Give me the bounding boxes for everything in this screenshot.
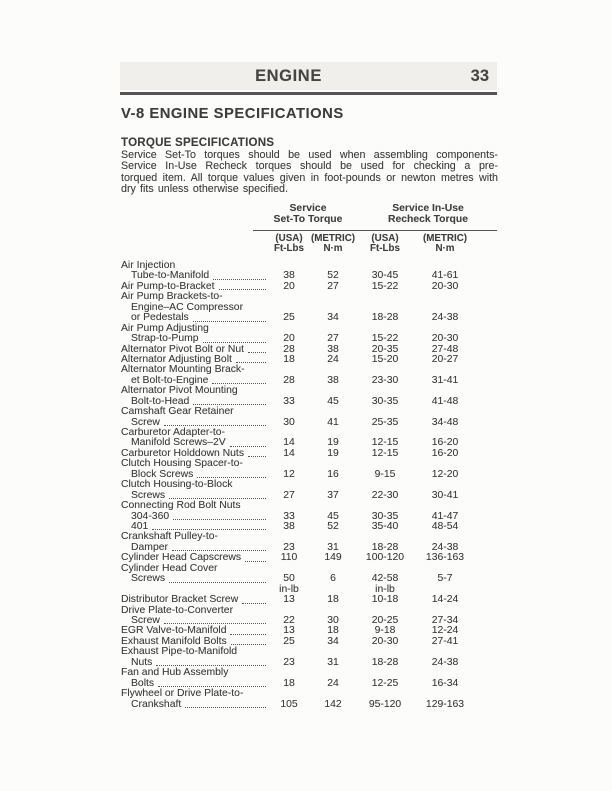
table-row — [121, 428, 498, 449]
torque-value: 30-35 — [371, 510, 399, 522]
torque-value: 45 — [327, 510, 339, 522]
page-number: 33 — [470, 67, 489, 85]
torque-value: 95-120 — [368, 698, 402, 710]
dotted-leader — [164, 425, 266, 426]
group-header-line: Service — [289, 203, 327, 214]
row-label: Exhaust Pipe-to-Manifold — [121, 646, 238, 658]
torque-value: 20 — [283, 280, 295, 292]
torque-value: 38 — [283, 521, 295, 533]
row-label: et Bolt-to-Engine — [131, 374, 209, 386]
table-row — [121, 689, 498, 710]
torque-value: 5-7 — [437, 573, 453, 585]
table-row — [121, 261, 498, 282]
torque-value: 52 — [327, 521, 339, 533]
row-label: Cylinder Head Cover — [121, 562, 218, 574]
group-header-recheck-torque — [359, 204, 497, 231]
torque-value: 30-45 — [371, 270, 399, 282]
row-label-cell — [121, 261, 269, 282]
row-label: Block Screws — [131, 468, 194, 480]
row-label: Nuts — [131, 656, 153, 668]
torque-value: 35-40 — [371, 521, 399, 533]
row-label: Cylinder Head Capscrews — [121, 552, 242, 564]
row-label: Clutch Housing-to-Block — [121, 479, 233, 491]
torque-value: 41-61 — [431, 270, 459, 282]
row-label: Fan and Hub Assembly — [121, 667, 229, 679]
group-header-set-to-torque — [253, 204, 363, 231]
torque-value: 15-22 — [371, 333, 399, 345]
dotted-leader — [242, 603, 266, 604]
torque-value: 12-15 — [371, 437, 399, 449]
intro-line: Service Set-To torques should be used when assembling components- — [121, 149, 498, 161]
row-label-cell — [121, 689, 269, 710]
torque-value: 42-58 — [371, 573, 399, 585]
row-label: Manifold Screws–2V — [131, 437, 226, 449]
table-row — [121, 564, 498, 585]
row-label: 304-360 — [131, 510, 170, 522]
row-label: Carburetor Holddown Nuts — [121, 447, 245, 459]
dotted-leader — [230, 634, 266, 635]
torque-value: 27-34 — [431, 615, 459, 626]
row-label: Drive Plate-to-Converter — [121, 604, 234, 616]
table-row — [121, 292, 498, 323]
torque-value: 14 — [283, 447, 295, 459]
torque-value: 15-20 — [371, 353, 399, 365]
torque-value: 15-22 — [371, 280, 399, 292]
torque-value: 38 — [327, 374, 339, 386]
torque-value: 110 — [280, 552, 298, 564]
row-label: Bolts — [131, 677, 155, 689]
torque-value: 24-38 — [431, 541, 459, 553]
torque-value: 24-38 — [431, 656, 459, 668]
torque-value: 20 — [283, 333, 295, 345]
torque-value: 105 — [280, 698, 298, 710]
torque-value: 20-35 — [371, 343, 399, 355]
column-header-set-usa: (USA) Ft-Lbs — [274, 232, 304, 255]
table-row — [121, 501, 498, 511]
torque-value: 18-28 — [371, 312, 399, 324]
torque-value: 31 — [327, 656, 339, 668]
torque-value: 18 — [283, 353, 295, 365]
row-label-cell — [121, 365, 269, 386]
torque-value: 136-163 — [425, 552, 465, 564]
row-label: Damper — [131, 541, 168, 553]
row-label-cell — [121, 407, 269, 428]
torque-value: 27 — [327, 333, 339, 345]
table-row — [121, 365, 498, 386]
torque-value: 9-15 — [374, 468, 396, 480]
row-label: Screws — [131, 489, 166, 501]
dotted-leader — [169, 582, 266, 583]
dotted-leader — [185, 707, 266, 708]
torque-value: 18 — [327, 594, 339, 606]
intro-line: torqued item. All torque values given in foot-pounds or newton metres with — [121, 171, 498, 184]
group-header-line: Recheck Torque — [387, 213, 469, 225]
torque-value: 14-24 — [431, 594, 459, 606]
table-row — [121, 480, 498, 501]
torque-value: 33 — [283, 395, 295, 407]
row-label: Flywheel or Drive Plate-to- — [121, 688, 244, 700]
column-header-recheck-metric: (METRIC) N·m — [422, 232, 468, 255]
row-label: Strap-to-Pump — [131, 333, 199, 345]
header-spacer — [121, 204, 269, 231]
torque-value: 38 — [283, 270, 295, 282]
row-label-cell — [121, 647, 269, 668]
torque-value: 37 — [327, 489, 339, 501]
torque-value: 18 — [283, 677, 295, 689]
section-title: V-8 ENGINE SPECIFICATIONS — [121, 106, 344, 122]
row-label: Alternator Mounting Brack- — [121, 364, 245, 376]
row-label: or Pedestals — [131, 312, 189, 324]
torque-value: 142 — [324, 698, 342, 710]
torque-value: 27-41 — [431, 635, 459, 647]
dotted-leader — [173, 519, 266, 520]
torque-value: 48-54 — [431, 521, 459, 533]
torque-value: 16-34 — [431, 677, 459, 689]
torque-value: 27-48 — [431, 343, 459, 355]
dotted-leader — [158, 686, 266, 687]
torque-value: 30 — [283, 416, 295, 428]
torque-value: 24 — [327, 677, 339, 689]
torque-value: 12-24 — [431, 625, 459, 637]
row-label-cell — [121, 459, 269, 480]
torque-value: 24-38 — [431, 312, 459, 324]
row-label-cell — [121, 595, 269, 605]
intro-line: Service In-Use Recheck torques should be used for checking a pre- — [121, 160, 498, 173]
row-label-cell — [121, 668, 269, 689]
row-label: Alternator Adjusting Bolt — [121, 353, 232, 365]
page-title: ENGINE — [255, 67, 322, 85]
torque-value: 10-18 — [371, 594, 399, 606]
torque-value: 18-28 — [371, 656, 399, 668]
torque-value: 12 — [283, 468, 295, 480]
group-header-line: Set-To Torque — [273, 213, 343, 225]
table-row — [121, 324, 498, 345]
row-label-cell — [121, 324, 269, 345]
torque-value: 13 — [283, 594, 295, 606]
dotted-leader — [169, 498, 266, 499]
row-label-cell — [121, 564, 269, 585]
table-row — [121, 459, 498, 480]
torque-value: 38 — [327, 343, 339, 355]
torque-value: 28 — [283, 343, 295, 355]
dotted-leader — [248, 456, 266, 457]
torque-value: 28 — [283, 374, 295, 386]
table-row — [121, 386, 498, 407]
table-row — [121, 606, 498, 627]
dotted-leader — [219, 289, 266, 290]
torque-value: 41-47 — [431, 510, 459, 522]
row-label: Screw — [131, 615, 160, 626]
torque-value: 23 — [283, 656, 295, 668]
table-row — [121, 407, 498, 428]
torque-value: 27 — [283, 489, 295, 501]
dotted-leader — [213, 279, 266, 280]
dotted-leader — [248, 352, 266, 353]
torque-value: 24 — [327, 353, 339, 365]
dotted-leader — [203, 342, 266, 343]
column-header-recheck-usa: (USA) Ft-Lbs — [370, 232, 400, 255]
row-label-cell — [121, 606, 269, 627]
torque-value: 41-48 — [431, 395, 459, 407]
header-spacer — [121, 234, 269, 255]
table-row — [121, 532, 498, 553]
torque-value: 25-35 — [371, 416, 399, 428]
row-label: Crankshaft Pulley-to- — [121, 531, 219, 543]
row-label: 401 — [131, 521, 149, 533]
torque-value: 34-48 — [431, 416, 459, 428]
torque-value: 18 — [327, 625, 339, 637]
torque-value: 16 — [327, 468, 339, 480]
dotted-leader — [230, 446, 266, 447]
table-body — [121, 261, 498, 710]
torque-value: 6 — [330, 573, 336, 585]
row-label-cell — [121, 428, 269, 449]
row-label: EGR Valve-to-Manifold — [121, 625, 227, 637]
row-label: Alternator Pivot Mounting — [121, 385, 238, 397]
row-label: Air Pump Adjusting — [121, 322, 209, 334]
row-label: Exhaust Manifold Bolts — [121, 635, 227, 647]
row-label: Distributor Bracket Screw — [121, 594, 239, 606]
torque-value: 12-20 — [431, 468, 459, 480]
row-label: Connecting Rod Bolt Nuts — [121, 500, 241, 512]
row-label: Engine–AC Compressor — [131, 301, 244, 313]
torque-value: 23-30 — [371, 374, 399, 386]
dotted-leader — [245, 561, 266, 562]
torque-value: 27 — [327, 280, 339, 292]
torque-value: 25 — [283, 635, 295, 647]
torque-value: 9-18 — [374, 625, 396, 637]
torque-value: 20-27 — [431, 353, 459, 365]
torque-value: 12-25 — [371, 677, 399, 689]
column-header-set-metric: (METRIC) N·m — [310, 232, 356, 255]
torque-value: 22 — [283, 615, 295, 626]
intro-paragraph — [121, 150, 498, 196]
torque-value: 19 — [327, 437, 339, 449]
row-label: Air Injection — [121, 259, 176, 271]
torque-value: 33 — [283, 510, 295, 522]
torque-value: 16-20 — [431, 447, 459, 459]
row-label: Crankshaft — [131, 698, 182, 710]
torque-value: 129-163 — [425, 698, 465, 710]
group-header-line: Service In-Use — [392, 203, 464, 214]
row-label: Alternator Pivot Bolt or Nut — [121, 343, 245, 355]
row-label: Air Pump Brackets-to- — [121, 291, 223, 303]
row-label: Carburetor Adapter-to- — [121, 427, 225, 439]
torque-value: 34 — [327, 312, 339, 324]
torque-value: 20-30 — [431, 333, 459, 345]
torque-value: 41 — [327, 416, 339, 428]
row-label: Camshaft Gear Retainer — [121, 406, 234, 418]
torque-value: 20-30 — [431, 280, 459, 292]
torque-value: 18-28 — [371, 541, 399, 553]
torque-value: 25 — [283, 312, 295, 324]
torque-value: 16-20 — [431, 437, 459, 449]
torque-value: 31 — [327, 541, 339, 553]
torque-value: 23 — [283, 541, 295, 553]
torque-value: 50 — [283, 573, 295, 585]
page-header-band — [120, 62, 497, 90]
dotted-leader — [193, 321, 266, 322]
row-label-cell — [121, 480, 269, 501]
row-label-cell — [121, 501, 269, 511]
torque-value: 22-30 — [371, 489, 399, 501]
torque-value: in-lb — [375, 583, 395, 595]
row-label-cell — [121, 386, 269, 407]
torque-value: 20-30 — [371, 635, 399, 647]
torque-value: 45 — [327, 395, 339, 407]
row-label-cell — [121, 532, 269, 553]
torque-value: 149 — [324, 552, 342, 564]
torque-value: 30 — [327, 615, 339, 626]
torque-value: 100-120 — [365, 552, 405, 564]
torque-value: 14 — [283, 437, 295, 449]
table-row — [121, 668, 498, 689]
row-label: Air Pump-to-Bracket — [121, 280, 215, 292]
torque-value: 34 — [327, 635, 339, 647]
torque-value: in-lb — [279, 583, 299, 595]
row-label-cell — [121, 292, 269, 323]
row-label: Screw — [131, 416, 160, 428]
torque-value: 19 — [327, 447, 339, 459]
torque-value: 52 — [327, 270, 339, 282]
intro-line: dry fits unless otherwise specified. — [121, 183, 288, 196]
table-row — [121, 595, 498, 605]
row-label: Tube-to-Manifold — [131, 270, 210, 282]
torque-value: 31-41 — [431, 374, 459, 386]
torque-value: 12-15 — [371, 447, 399, 459]
torque-value: 20-25 — [371, 615, 399, 626]
row-label: Screws — [131, 573, 166, 585]
table-header — [121, 204, 498, 254]
torque-value: 13 — [283, 625, 295, 637]
subsection-title: TORQUE SPECIFICATIONS — [121, 136, 275, 149]
header-divider — [120, 92, 497, 95]
torque-value: 30-35 — [371, 395, 399, 407]
row-label: Clutch Housing Spacer-to- — [121, 458, 243, 470]
torque-value: 30-41 — [431, 489, 459, 501]
table-row — [121, 647, 498, 668]
row-label: Bolt-to-Head — [131, 395, 190, 407]
